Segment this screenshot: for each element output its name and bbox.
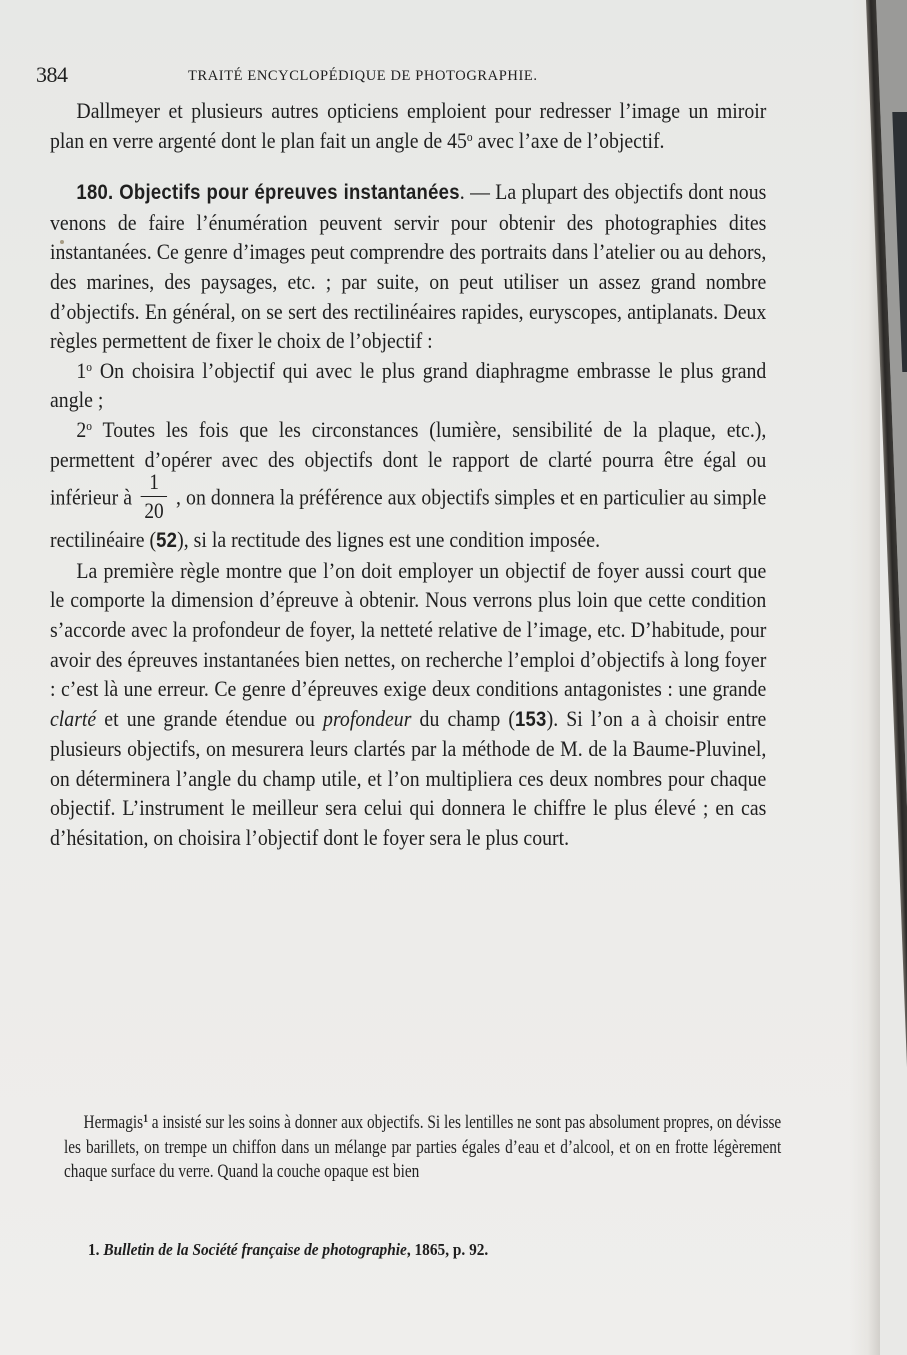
footnote-citation: , 1865, p. 92.	[406, 1240, 489, 1259]
footnote-marker: 1.	[88, 1240, 104, 1259]
rule-2	[50, 415, 766, 556]
cross-reference: 52	[156, 529, 178, 553]
footnote-source-title: Bulletin de la Société française de photographie	[103, 1240, 407, 1259]
cross-reference: 153	[514, 707, 547, 731]
text-run: et une grande étendue ou	[96, 705, 324, 731]
small-print-paragraph	[64, 1111, 781, 1185]
running-head-title: TRAITÉ ENCYCLOPÉDIQUE DE PHOTOGRAPHIE.	[188, 68, 538, 84]
text-run: On choisira l’objectif qui avec le plus grand diaphragme embrasse le plus grand angle ;	[50, 357, 767, 413]
text-run: Toutes les fois que les circonstances (lumière, sensibilité de la plaque, etc.), permettent d’opérer avec des objectifs dont le rapport de clarté pourra être égal ou inférieur à	[50, 416, 767, 510]
page-number: 384	[36, 62, 68, 87]
emphasis-clarte: clarté	[50, 705, 97, 731]
text-run: La première règle montre que l’on doit employer un objectif de foyer aussi court que le comporte la dimension d’épreuve à obtenir. Nous verrons plus loin que cette condition s’accorde avec la profondeur de foyer, la netteté relative de l’image, etc. D’habitude, pour avoir des épreuves instantanées bien nettes, on recherche l’emploi d’objectifs à long foyer : c’est là une erreur. Ce genre d’épreuves exige deux conditions antagonistes : une grande	[50, 557, 767, 702]
ordinal-sup: o	[86, 358, 93, 374]
fraction-numerator: 1	[141, 471, 167, 497]
paragraph-premiere-regle	[50, 556, 766, 853]
rule-number: 2	[76, 416, 87, 442]
section-180-paragraph: 180. Objectifs pour épreuves instantanées. — La plupart des objectifs dont nous venons de faire l’énumération peuvent servir pour obtenir des photographies dites instantanées. Ce genre d’images peut comprendre des portraits dans l’atelier ou au dehors, des marines, des paysages, etc. ; par suite, on peut utiliser un assez grand nombre d’objectifs. En général, on se sert des rectilinéaires rapides, euryscopes, antiplanats. Deux règles permettent de fixer le choix de l’objectif :	[50, 179, 767, 354]
text-run: a insisté sur les soins à donner aux objectifs. Si les lentilles ne sont pas absolument propres, on dévisse les barillets, on trempe un chiffon dans un mélange par parties égales d’eau et d’alcool, et on en frotte légèrement chaque surface du verre. Quand la couche opaque est bien	[64, 1112, 782, 1182]
degree-sup: o	[466, 128, 473, 144]
text-run: avec l’axe de l’objectif.	[472, 127, 665, 153]
rule-1	[50, 356, 766, 415]
text-run: ). Si l’on a à choisir entre plusieurs objectifs, on mesurera leurs clartés par la méthode de M. de la Baume-Pluvinel, on déterminera l’angle du champ utile, et l’on multipliera ces deux nombres pour chaque objectif. L’instrument le meilleur sera celui qui donnera le chiffre le plus élevé ; en cas d’hésitation, on choisira l’objectif dont le foyer sera le plus court.	[50, 705, 767, 851]
text-run: Dallmeyer et plusieurs autres opticiens emploient pour redresser l’image un miroir plan en verre argenté dont le plan fait un angle de 45	[50, 98, 767, 153]
paragraph-dallmeyer	[50, 96, 766, 155]
hermagis-paragraph	[64, 1111, 781, 1185]
text-run: Hermagis	[83, 1112, 144, 1133]
body-text	[50, 96, 766, 853]
text-run: , on donnera la préférence aux objectifs simples et en particulier au simple rectilinéaire (	[50, 484, 767, 553]
ordinal-sup: o	[86, 417, 93, 433]
rule-number: 1	[76, 357, 87, 383]
footnote	[88, 1240, 739, 1260]
fraction-denominator: 20	[144, 498, 164, 524]
text-run: du champ (	[411, 705, 515, 731]
section-title: Objectifs pour épreuves instantanées	[119, 181, 460, 205]
text-run: . — La plupart des objectifs dont nous venons de faire l’énumération peuvent servir pour obtenir des photographies dites instantanées. Ce genre d’images peut comprendre des portraits dans l’atelier ou au dehors, des marines, des paysages, etc. ; par suite, on peut utiliser un assez grand nombre d’objectifs. En général, on se sert des rectilinéaires rapides, euryscopes, antiplanats. Deux règles permettent de fixer le choix de l’objectif :	[50, 179, 767, 354]
facing-page-illustration	[892, 112, 907, 372]
text-run: ), si la rectitude des lignes est une condition imposée.	[177, 527, 601, 553]
fraction-one-twentieth	[141, 471, 167, 522]
footnote-reference: 1	[143, 1111, 148, 1125]
running-head	[36, 62, 656, 88]
emphasis-profondeur: profondeur	[323, 705, 412, 731]
section-number: 180	[76, 181, 109, 205]
